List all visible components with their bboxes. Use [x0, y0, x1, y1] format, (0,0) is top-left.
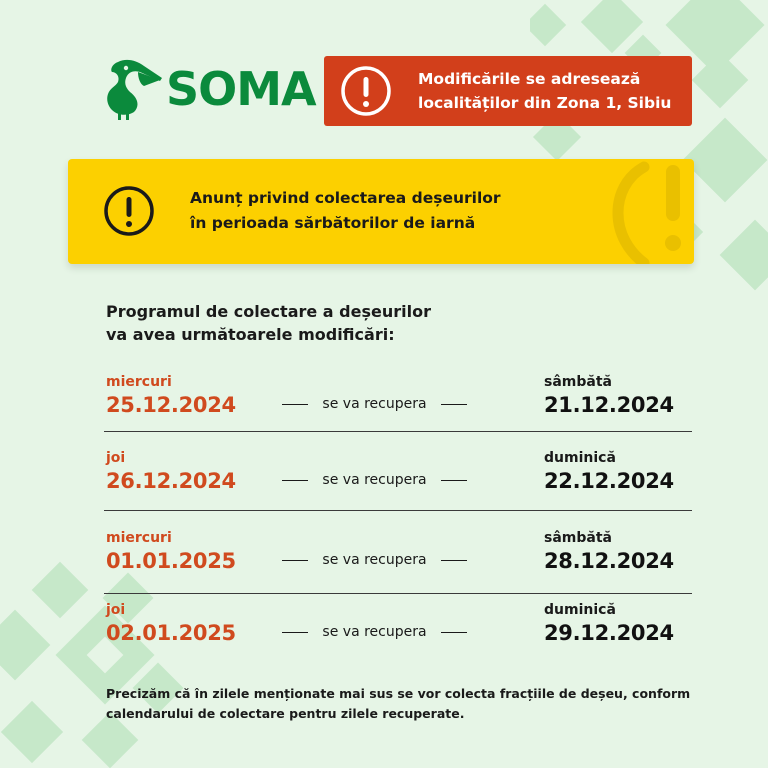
recovery-label: se va recupera	[322, 472, 427, 488]
zone-notice-banner	[324, 56, 692, 126]
recovery-label: se va recupera	[322, 624, 427, 640]
new-date: 29.12.2024	[544, 621, 674, 645]
new-day: sâmbătă	[544, 374, 612, 390]
schedule-intro: Programul de colectare a deșeurilor va avea următoarele modificări:	[106, 302, 431, 344]
new-day: duminică	[544, 602, 616, 618]
new-day: sâmbătă	[544, 530, 612, 546]
dash-divider	[441, 404, 467, 405]
announcement-text: Anunț privind colectarea deșeurilor în perioada sărbătorilor de iarnă	[190, 189, 501, 232]
recovery-connector	[282, 396, 467, 412]
row-divider	[104, 431, 692, 432]
dash-divider	[282, 480, 308, 481]
original-date: 01.01.2025	[106, 549, 236, 573]
new-date: 28.12.2024	[544, 549, 674, 573]
zone-notice-text: Modificările se adresează localităților din Zona 1, Sibiu	[418, 70, 672, 112]
dash-divider	[282, 632, 308, 633]
dash-divider	[282, 560, 308, 561]
new-date: 21.12.2024	[544, 393, 674, 417]
announcement-banner	[68, 159, 694, 264]
original-date: 25.12.2024	[106, 393, 236, 417]
original-day: joi	[106, 450, 126, 466]
recovery-connector	[282, 472, 467, 488]
dash-divider	[282, 404, 308, 405]
recovery-connector	[282, 552, 467, 568]
recovery-label: se va recupera	[322, 552, 427, 568]
brand-name: SOMA	[166, 62, 316, 116]
dash-divider	[441, 560, 467, 561]
exclamation-circle-icon	[103, 185, 155, 237]
large-exclamation-icon	[604, 159, 694, 264]
original-day: joi	[106, 602, 126, 618]
soma-logo	[104, 58, 316, 120]
original-date: 26.12.2024	[106, 469, 236, 493]
pelican-logo-icon	[104, 58, 164, 120]
row-divider	[104, 593, 692, 594]
dash-divider	[441, 632, 467, 633]
new-day: duminică	[544, 450, 616, 466]
row-divider	[104, 510, 692, 511]
dash-divider	[441, 480, 467, 481]
exclamation-circle-icon	[340, 65, 392, 117]
decorative-pattern-bottom-left	[0, 560, 200, 768]
recovery-connector	[282, 624, 467, 640]
original-day: miercuri	[106, 530, 172, 546]
footer-note: Precizăm că în zilele menționate mai sus se vor colecta fracțiile de deșeu, conform calendarului de colectare pentru zilele recuperate.	[106, 686, 691, 721]
original-date: 02.01.2025	[106, 621, 236, 645]
new-date: 22.12.2024	[544, 469, 674, 493]
original-day: miercuri	[106, 374, 172, 390]
recovery-label: se va recupera	[322, 396, 427, 412]
